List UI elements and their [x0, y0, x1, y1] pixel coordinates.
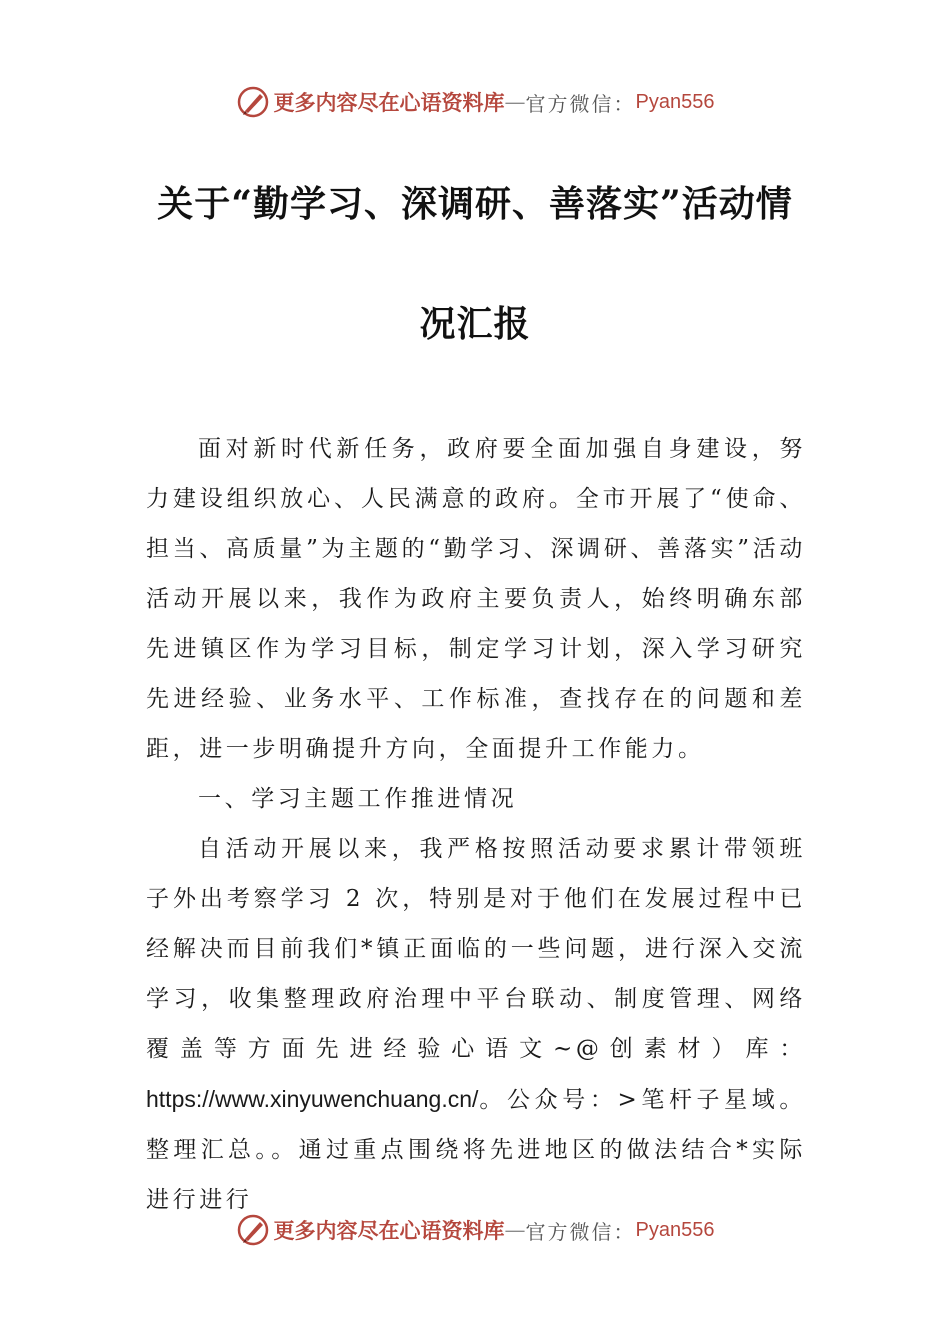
banner-official-label: 官方微信：: [525, 91, 636, 116]
footer-banner: [0, 1210, 950, 1250]
pen-logo-icon: [236, 85, 270, 119]
section-heading-1: 一、学习主题工作推进情况: [198, 786, 518, 812]
paragraph-intro: 面对新时代新任务，政府要全面加强自身建设，努力建设组织放心、人民满意的政府。全市开展了“使命、担当、高质量”为主题的“勤学习、深调研、善落实”活动活动开展以来，我作为政府主要负责人，始终明确东部先进镇区作为学习目标，制定学习计划，深入学习研究先进经验、业务水平、工作标准，查找存在的问题和差距，进一步明确提升方向，全面提升工作能力。: [146, 436, 806, 762]
banner-official-label: 官方微信：: [525, 1219, 636, 1244]
pen-logo-icon: [236, 1213, 270, 1247]
banner-separator: —: [504, 1218, 526, 1242]
banner-separator: —: [504, 90, 526, 114]
banner-wechat-id: Pyan556: [635, 90, 715, 113]
banner-brand: 更多内容尽在心语资料库: [273, 90, 505, 115]
paragraph-2-url: https://www.xinyuwenchuang.cn/: [146, 1086, 479, 1112]
document-title-line-1: 关于“勤学习、深调研、善落实”活动情: [157, 183, 793, 225]
document-body: [146, 424, 806, 1225]
document-title-line-2: 况汇报: [419, 303, 531, 345]
banner-wechat-id: Pyan556: [635, 1218, 715, 1241]
paragraph-2: [146, 824, 806, 1225]
header-banner: [0, 82, 950, 122]
banner-brand: 更多内容尽在心语资料库: [273, 1218, 505, 1243]
paragraph-2-text-a: 自活动开展以来，我严格按照活动要求累计带领班子外出考察学习 2 次，特别是对于他们在发展过程中已经解决而目前我们*镇正面临的一些问题，进行深入交流学习，收集整理政府治理中平台联动、制度管理、网络覆盖等方面先进经验心语文~@创素材）库：: [146, 836, 806, 1062]
paragraph-2-text-b: 。公众号：>笔杆子星域。整理汇总。。通过重点围绕将先进地区的做法结合*实际进行进行: [146, 1087, 806, 1213]
